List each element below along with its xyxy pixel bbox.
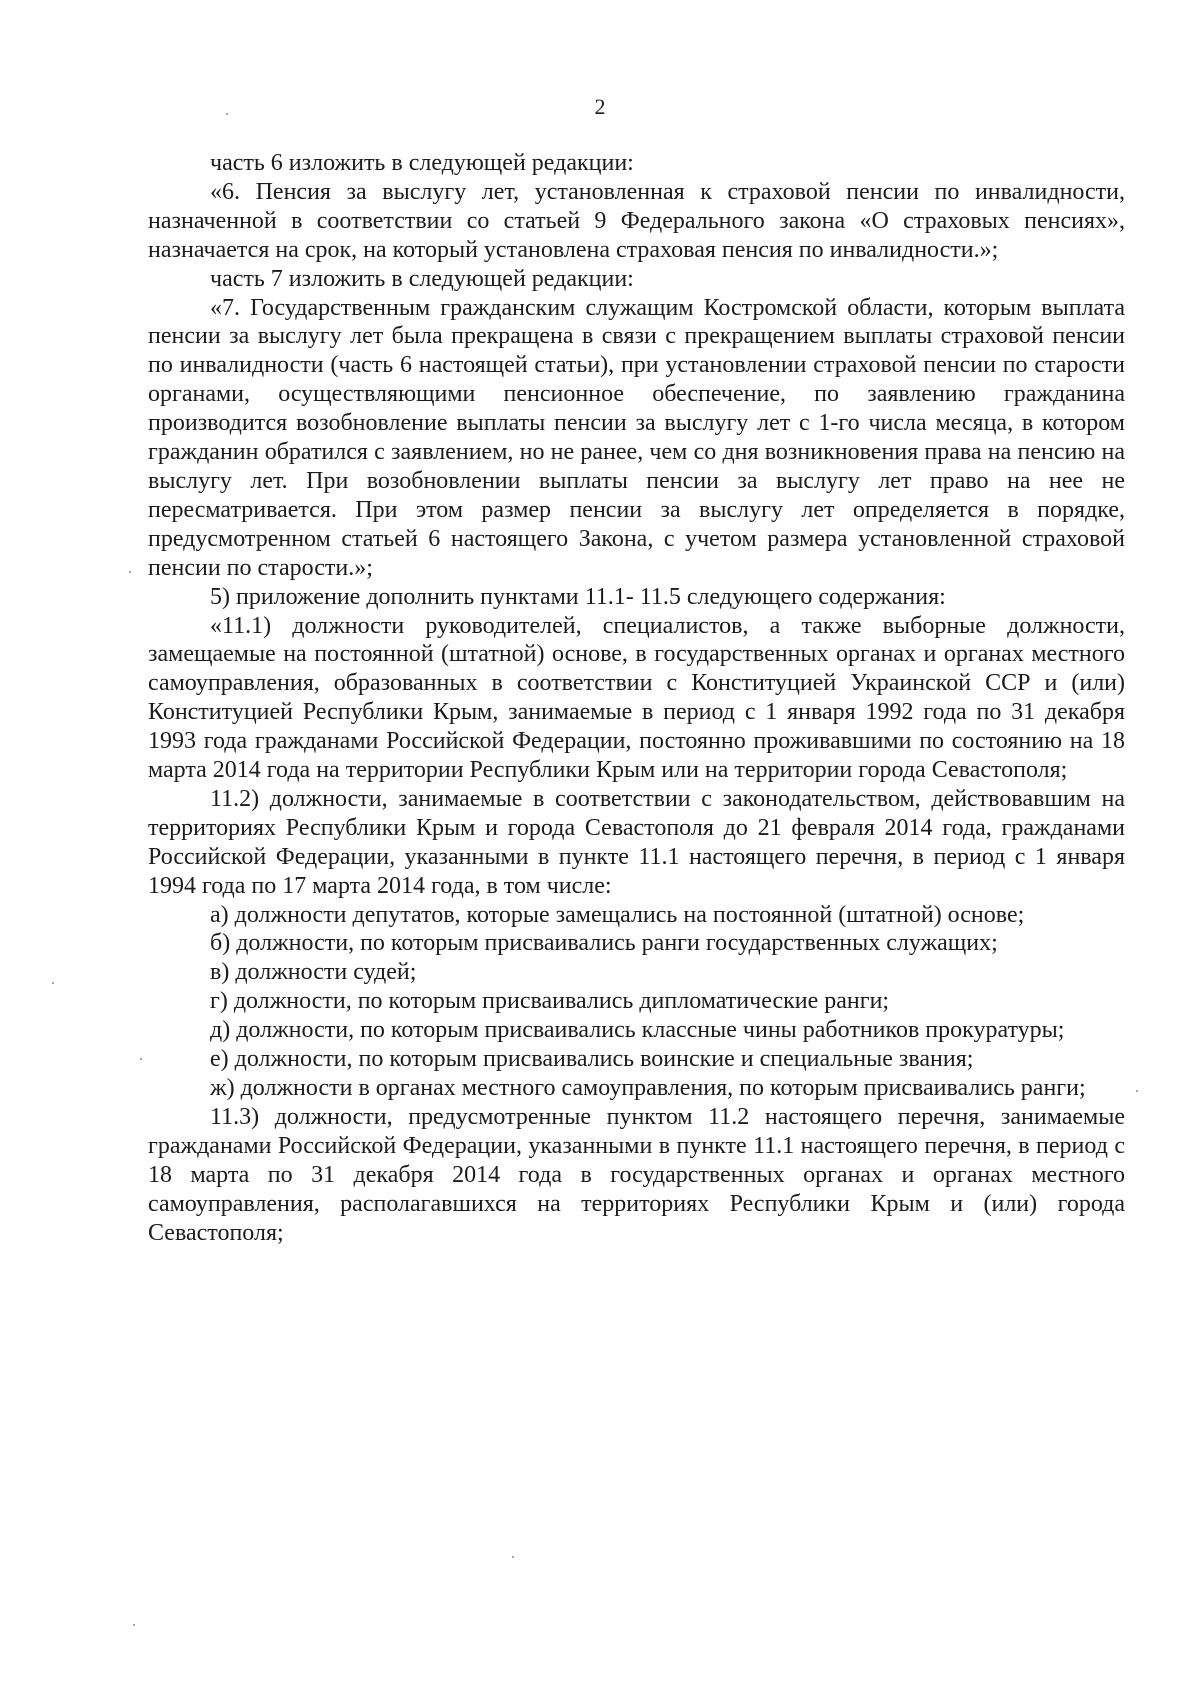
paragraph: «7. Государственным гражданским служащим Костромской области, которым выплата пенсии за выслугу лет была прекращена в связи с прекращением выплаты страховой пенсии по инвалидности (часть 6 настоящей статьи), при установлении страховой пенсии по старости органами, осуществляющими пенсионное обеспечение, по заявлению гражданина производится возобновление выплаты пенсии за выслугу лет с 1-го числа месяца, в котором гражданин обратился с заявлением, но не ранее, чем со дня возникновения права на пенсию на выслугу лет. При возобновлении выплаты пенсии за выслугу лет право на нее не пересматривается. При этом размер пенсии за выслугу лет определяется в порядке, предусмотренном статьей 6 настоящего Закона, с учетом размера установленной страховой пенсии по старости.»; xyxy=(148,294,1125,581)
paragraph: е) должности, по которым присваивались воинские и специальные звания; xyxy=(210,1046,974,1073)
scan-speck xyxy=(226,113,228,115)
scan-speck xyxy=(512,1556,514,1558)
paragraph: а) должности депутатов, которые замещались на постоянной (штатной) основе; xyxy=(210,901,1025,928)
document-body xyxy=(148,149,1125,1247)
paragraph: «6. Пенсия за выслугу лет, установленная к страховой пенсии по инвалидности, назначенной в соответствии со статьей 9 Федерального закона «О страховых пенсиях», назначается на срок, на который установлена страховая пенсия по инвалидности.»; xyxy=(148,178,1125,263)
scan-speck xyxy=(129,571,131,573)
paragraph: часть 6 изложить в следующей редакции: xyxy=(210,150,634,176)
paragraph: б) должности, по которым присваивались ранги государственных служащих; xyxy=(210,930,998,957)
scan-speck xyxy=(52,982,54,984)
paragraph: ж) должности в органах местного самоуправления, по которым присваивались ранги; xyxy=(210,1075,1086,1101)
page-number: 2 xyxy=(594,94,606,119)
paragraph: 5) приложение дополнить пунктами 11.1- 11.5 следующего содержания: xyxy=(210,583,946,610)
paragraph: «11.1) должности руководителей, специалистов, а также выборные должности, замещаемые на постоянной (штатной) основе, в государственных органах и органах местного самоуправления, образованных в соответствии с Конституцией Украинской ССР и (или) Конституцией Республики Крым, занимаемые в период с 1 января 1992 года по 31 декабря 1993 года гражданами Российской Федерации, постоянно проживавшими по состоянию на 18 марта 2014 года на территории Республики Крым или на территории города Севастополя; xyxy=(148,612,1125,784)
paragraph: в) должности судей; xyxy=(210,959,417,986)
scan-speck xyxy=(140,1058,142,1060)
paragraph: д) должности, по которым присваивались классные чины работников прокуратуры; xyxy=(210,1017,1065,1044)
paragraph: часть 7 изложить в следующей редакции: xyxy=(210,265,634,292)
scan-speck xyxy=(133,1624,135,1626)
paragraph: 11.3) должности, предусмотренные пунктом 11.2 настоящего перечня, занимаемые гражданами Российской Федерации, указанными в пункте 11.1 настоящего перечня, в период с 18 марта по 31 декабря 2014 года в государственных органах и органах местного самоуправления, располагавшихся на территориях Республики Крым и (или) города Севастополя; xyxy=(148,1103,1125,1246)
paragraph: г) должности, по которым присваивались дипломатические ранги; xyxy=(210,988,890,1015)
scan-speck xyxy=(1136,1090,1138,1092)
paragraph: 11.2) должности, занимаемые в соответствии с законодательством, действовавшим на территориях Республики Крым и города Севастополя до 21 февраля 2014 года, гражданами Российской Федерации, указанными в пункте 11.1 настоящего перечня, в период с 1 января 1994 года по 17 марта 2014 года, в том числе: xyxy=(148,785,1125,899)
